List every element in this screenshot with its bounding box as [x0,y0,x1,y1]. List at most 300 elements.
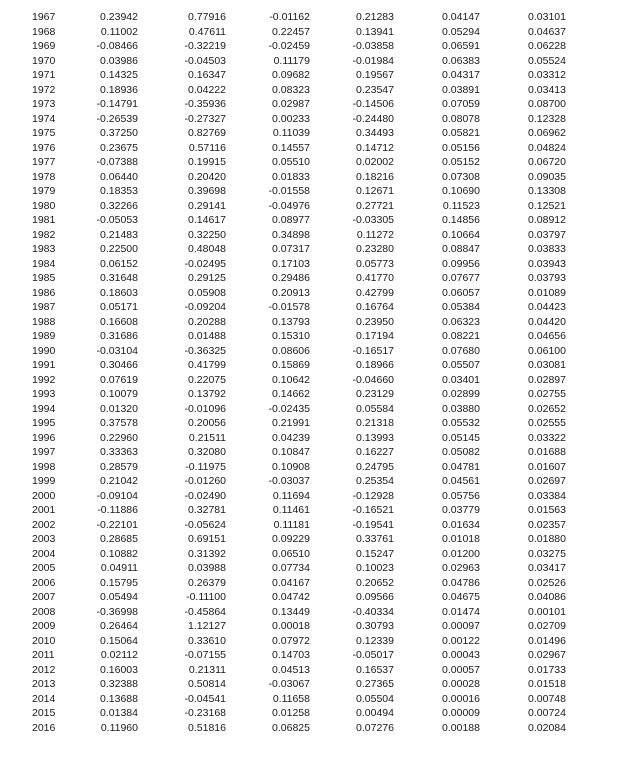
year-cell: 1982 [32,228,56,241]
value-cell-1: 0.04911 [100,562,138,574]
value-cell-4: -0.05017 [352,649,394,661]
value-cell-6: 0.03081 [528,359,566,371]
returns-table [0,10,619,735]
table-row [0,648,619,663]
table-row [0,692,619,707]
value-cell-1: -0.14791 [96,98,138,110]
value-cell-6: 0.02526 [528,576,566,589]
value-cell-4: 0.09566 [356,591,394,603]
value-cell-5: 0.01474 [442,605,480,618]
year-cell: 1992 [32,373,56,386]
year-cell: 1981 [32,214,56,226]
value-cell-4: 0.05773 [356,257,394,270]
value-cell-5: 0.05507 [442,359,480,371]
value-cell-4: 0.42799 [356,286,394,299]
table-row [0,112,619,127]
value-cell-5: 0.05821 [442,127,480,139]
table-row [0,315,619,330]
year-cell: 2010 [32,634,56,647]
value-cell-2: -0.02490 [184,489,226,502]
value-cell-2: 0.41799 [188,359,226,371]
value-cell-2: 0.33610 [188,634,226,647]
value-cell-1: 0.16608 [100,315,138,328]
year-cell: 2009 [32,620,56,632]
table-row [0,721,619,736]
value-cell-1: 0.06152 [100,257,138,270]
value-cell-4: 0.19567 [356,69,394,81]
value-cell-3: 0.10908 [272,460,310,473]
value-cell-1: 0.28685 [100,533,138,545]
value-cell-2: 0.21311 [188,663,226,676]
value-cell-4: 0.12339 [356,634,394,647]
value-cell-2: 0.14617 [188,214,226,226]
value-cell-2: 0.13792 [188,388,226,400]
year-cell: 1978 [32,170,56,183]
year-cell: 1970 [32,54,56,67]
value-cell-4: -0.16517 [352,344,394,357]
value-cell-6: 0.00724 [528,707,566,719]
value-cell-5: 0.01200 [442,547,480,560]
year-cell: 1994 [32,402,56,415]
value-cell-4: -0.24480 [352,112,394,125]
value-cell-3: 0.05510 [272,156,310,168]
value-cell-1: 0.18603 [100,286,138,299]
value-cell-6: 0.02084 [528,721,566,734]
year-cell: 1983 [32,243,56,255]
value-cell-2: -0.32219 [184,40,226,52]
table-row [0,25,619,40]
year-cell: 1979 [32,185,56,197]
value-cell-1: 0.01384 [100,707,138,719]
value-cell-5: 0.05145 [442,431,480,444]
value-cell-4: 0.23129 [356,388,394,400]
value-cell-4: 0.18216 [356,170,394,183]
table-row [0,286,619,301]
value-cell-6: 0.04656 [528,330,566,342]
value-cell-6: 0.02652 [528,402,566,415]
value-cell-4: 0.27365 [356,678,394,690]
value-cell-2: -0.11100 [186,591,226,603]
value-cell-1: 0.31648 [100,272,138,284]
value-cell-6: 0.02357 [528,518,566,531]
value-cell-5: 0.01018 [442,533,480,545]
year-cell: 2008 [32,605,56,618]
value-cell-5: 0.10690 [442,185,480,197]
value-cell-3: 0.29486 [272,272,310,284]
value-cell-4: -0.03858 [352,40,394,52]
value-cell-5: 0.03891 [442,83,480,96]
value-cell-5: 0.14856 [442,214,480,226]
value-cell-6: 0.03833 [528,243,566,255]
value-cell-4: -0.14506 [352,98,394,110]
value-cell-2: -0.27327 [184,112,226,125]
year-cell: 1987 [32,301,56,313]
value-cell-1: -0.07388 [96,156,138,168]
value-cell-3: 0.08977 [272,214,310,226]
value-cell-5: 0.00043 [442,649,480,661]
value-cell-3: 0.04167 [272,576,310,589]
year-cell: 2011 [32,649,55,661]
value-cell-3: 0.34898 [272,228,310,241]
value-cell-1: 0.32388 [100,678,138,690]
value-cell-5: 0.00097 [442,620,480,632]
value-cell-2: 0.39698 [188,185,226,197]
value-cell-3: 0.08606 [272,344,310,357]
value-cell-3: 0.11461 [272,504,310,516]
value-cell-5: 0.02899 [442,388,480,400]
table-row [0,39,619,54]
value-cell-2: -0.09204 [184,301,226,313]
value-cell-4: 0.24795 [356,460,394,473]
value-cell-4: 0.16764 [356,301,394,313]
value-cell-3: -0.03067 [268,678,310,690]
value-cell-2: 0.26379 [188,576,226,589]
table-row [0,561,619,576]
value-cell-3: 0.04742 [272,591,310,603]
value-cell-3: -0.04976 [268,199,310,212]
value-cell-4: -0.40334 [352,605,394,618]
value-cell-4: 0.10023 [356,562,394,574]
year-cell: 1975 [32,127,56,139]
table-row [0,518,619,533]
value-cell-5: 0.05532 [442,417,480,429]
value-cell-3: 0.07317 [272,243,310,255]
value-cell-5: 0.01634 [442,518,480,531]
year-cell: 1969 [32,40,56,52]
table-row [0,54,619,69]
value-cell-3: 0.04513 [272,663,310,676]
value-cell-2: -0.45864 [184,605,226,618]
table-row [0,503,619,518]
value-cell-3: -0.01558 [268,185,310,197]
table-row [0,576,619,591]
value-cell-5: 0.04781 [442,460,480,473]
value-cell-1: 0.18936 [100,83,138,96]
value-cell-4: 0.41770 [356,272,394,284]
table-row [0,532,619,547]
value-cell-3: 0.10847 [272,446,310,458]
value-cell-4: 0.14712 [356,141,394,154]
table-row [0,141,619,156]
value-cell-6: 0.04420 [528,315,566,328]
value-cell-4: -0.16521 [352,504,394,516]
value-cell-4: 0.25354 [356,475,394,487]
table-row [0,431,619,446]
value-cell-2: -0.07155 [184,649,226,661]
year-cell: 1980 [32,199,56,212]
value-cell-3: 0.00233 [272,112,310,125]
value-cell-3: 0.06510 [272,547,310,560]
table-row [0,547,619,562]
table-row [0,605,619,620]
value-cell-2: 0.31392 [188,547,226,560]
value-cell-4: 0.02002 [356,156,394,168]
value-cell-3: 0.15310 [272,330,310,342]
value-cell-2: -0.01260 [184,475,226,487]
table-row [0,10,619,25]
year-cell: 2015 [32,707,56,719]
value-cell-1: 0.37578 [100,417,138,429]
table-row [0,416,619,431]
value-cell-2: 0.47611 [188,25,226,38]
year-cell: 1973 [32,98,56,110]
value-cell-4: 0.15247 [356,547,394,560]
value-cell-5: 0.10664 [442,228,480,241]
value-cell-4: 0.21318 [356,417,394,429]
value-cell-5: 0.03401 [442,373,480,386]
table-row [0,184,619,199]
value-cell-4: 0.18966 [356,359,394,371]
table-row [0,242,619,257]
value-cell-4: 0.23547 [356,83,394,96]
value-cell-1: 0.22960 [100,431,138,444]
value-cell-5: 0.09956 [442,257,480,270]
value-cell-5: 0.00122 [442,634,480,647]
value-cell-2: 0.20288 [188,315,226,328]
value-cell-1: 0.13688 [100,692,138,705]
year-cell: 1991 [32,359,56,371]
value-cell-3: 0.09682 [272,69,310,81]
value-cell-6: 0.12328 [528,112,566,125]
value-cell-5: 0.04147 [442,11,480,23]
value-cell-2: 0.21511 [188,431,226,444]
year-cell: 1984 [32,257,56,270]
year-cell: 2001 [32,504,56,516]
value-cell-2: -0.01096 [184,402,226,415]
value-cell-2: 0.32781 [188,504,226,516]
value-cell-1: 0.37250 [100,127,138,139]
value-cell-2: -0.23168 [184,707,226,719]
value-cell-5: 0.05152 [442,156,480,168]
value-cell-1: 0.33363 [100,446,138,458]
value-cell-2: 0.20056 [188,417,226,429]
value-cell-1: 0.26464 [100,620,138,632]
value-cell-6: 0.01563 [528,504,566,516]
value-cell-3: 0.00018 [272,620,310,632]
year-cell: 2003 [32,533,56,545]
value-cell-6: 0.01089 [528,286,566,299]
value-cell-1: 0.18353 [100,185,138,197]
value-cell-6: 0.04637 [528,25,566,38]
value-cell-4: 0.13941 [356,25,394,38]
value-cell-1: 0.06440 [100,170,138,183]
value-cell-5: 0.05384 [442,301,480,313]
value-cell-5: 0.03880 [442,402,480,415]
table-row [0,257,619,272]
value-cell-4: 0.13993 [356,431,394,444]
value-cell-6: 0.04086 [528,591,566,603]
value-cell-6: 0.04824 [528,141,566,154]
year-cell: 1995 [32,417,56,429]
value-cell-3: 0.11694 [272,489,310,502]
value-cell-2: 0.29125 [188,272,226,284]
value-cell-4: 0.05584 [356,402,394,415]
table-row [0,402,619,417]
value-cell-2: 0.51816 [188,721,226,734]
table-row [0,344,619,359]
value-cell-3: 0.11181 [273,518,310,531]
table-row [0,460,619,475]
table-row [0,271,619,286]
value-cell-5: 0.05156 [442,141,480,154]
value-cell-6: 0.01688 [528,446,566,458]
value-cell-1: 0.10882 [100,547,138,560]
value-cell-3: 0.08323 [272,83,310,96]
value-cell-6: 0.03417 [528,562,566,574]
value-cell-2: 0.29141 [188,199,226,212]
value-cell-5: 0.06591 [442,40,480,52]
value-cell-6: 0.08700 [528,98,566,110]
value-cell-4: 0.00494 [356,707,394,719]
value-cell-1: 0.30466 [100,359,138,371]
value-cell-6: 0.00101 [528,605,566,618]
value-cell-5: 0.04675 [442,591,480,603]
value-cell-2: 0.48048 [188,243,226,255]
value-cell-1: 0.23942 [100,11,138,23]
value-cell-2: -0.02495 [184,257,226,270]
value-cell-6: 0.06962 [528,127,566,139]
value-cell-5: 0.00188 [442,721,480,734]
value-cell-2: 0.22075 [188,373,226,386]
value-cell-2: -0.35936 [184,98,226,110]
value-cell-3: 0.14557 [272,141,310,154]
value-cell-6: 0.02709 [528,620,566,632]
value-cell-4: -0.03305 [352,214,394,226]
table-row [0,634,619,649]
value-cell-1: -0.05053 [96,214,138,226]
value-cell-1: -0.09104 [96,489,138,502]
value-cell-1: 0.11002 [100,25,138,38]
value-cell-1: -0.11886 [97,504,138,516]
year-cell: 1996 [32,431,56,444]
value-cell-3: -0.01578 [268,301,310,313]
year-cell: 1999 [32,475,56,487]
value-cell-3: 0.07972 [272,634,310,647]
value-cell-3: 0.11658 [272,692,310,705]
value-cell-5: 0.05294 [442,25,480,38]
value-cell-6: 0.02697 [528,475,566,487]
table-row [0,97,619,112]
value-cell-2: 0.19915 [188,156,226,168]
table-row [0,590,619,605]
year-cell: 2000 [32,489,56,502]
value-cell-4: 0.11272 [356,228,394,241]
value-cell-1: 0.05494 [100,591,138,603]
value-cell-6: 0.03384 [528,489,566,502]
value-cell-1: 0.02112 [100,649,138,661]
value-cell-4: 0.34493 [356,127,394,139]
year-cell: 1998 [32,460,56,473]
value-cell-1: 0.01320 [100,402,138,415]
year-cell: 1997 [32,446,56,458]
value-cell-3: 0.15869 [272,359,310,371]
value-cell-4: 0.12671 [356,185,394,197]
year-cell: 1990 [32,344,56,357]
value-cell-1: -0.36998 [96,605,138,618]
value-cell-3: -0.03037 [268,475,310,487]
value-cell-5: 0.00028 [442,678,480,690]
year-cell: 2013 [32,678,56,690]
value-cell-5: 0.04561 [442,475,480,487]
year-cell: 1967 [32,11,56,23]
value-cell-3: 0.22457 [272,25,310,38]
value-cell-5: 0.00009 [442,707,480,719]
value-cell-5: 0.00057 [442,663,480,676]
value-cell-5: 0.11523 [442,199,480,212]
value-cell-5: 0.07680 [442,344,480,357]
value-cell-2: 0.32250 [188,228,226,241]
value-cell-3: -0.02459 [268,40,310,52]
value-cell-1: 0.22500 [100,243,138,255]
value-cell-3: 0.10642 [272,373,310,386]
year-cell: 2006 [32,576,56,589]
value-cell-1: 0.21483 [100,228,138,241]
value-cell-1: 0.14325 [100,69,138,81]
value-cell-1: 0.05171 [100,301,138,313]
value-cell-2: 0.82769 [188,127,226,139]
value-cell-6: 0.09035 [528,170,566,183]
value-cell-6: 0.08912 [528,214,566,226]
year-cell: 1977 [32,156,56,168]
table-row [0,387,619,402]
value-cell-2: 0.01488 [188,330,226,342]
value-cell-3: 0.21991 [272,417,310,429]
value-cell-3: 0.11179 [273,54,310,67]
value-cell-6: 0.05524 [528,54,566,67]
value-cell-5: 0.04317 [442,69,480,81]
year-cell: 1985 [32,272,56,284]
table-row [0,663,619,678]
value-cell-3: 0.01258 [272,707,310,719]
table-row [0,619,619,634]
value-cell-4: 0.23280 [356,243,394,255]
value-cell-1: 0.10079 [100,388,138,400]
value-cell-4: -0.04660 [352,373,394,386]
year-cell: 1971 [32,69,56,81]
value-cell-2: -0.04503 [184,54,226,67]
value-cell-6: 0.01607 [528,460,566,473]
value-cell-1: 0.16003 [100,663,138,676]
year-cell: 2005 [32,562,56,574]
value-cell-1: 0.21042 [100,475,138,487]
value-cell-3: 0.06825 [272,721,310,734]
value-cell-3: 0.07734 [272,562,310,574]
value-cell-4: 0.23950 [356,315,394,328]
value-cell-6: 0.06720 [528,156,566,168]
value-cell-6: 0.01733 [528,663,566,676]
value-cell-3: 0.04239 [272,431,310,444]
value-cell-2: 0.16347 [188,69,226,81]
value-cell-1: -0.08466 [96,40,138,52]
value-cell-6: 0.12521 [528,199,566,212]
year-cell: 2002 [32,518,56,531]
value-cell-5: 0.07308 [442,170,480,183]
table-row [0,300,619,315]
year-cell: 1988 [32,315,56,328]
value-cell-1: -0.22101 [96,518,138,531]
year-cell: 2004 [32,547,56,560]
value-cell-6: 0.03322 [528,431,566,444]
value-cell-6: 0.02967 [528,649,566,661]
value-cell-5: 0.08078 [442,112,480,125]
value-cell-3: 0.11039 [272,127,310,139]
value-cell-4: 0.20652 [356,576,394,589]
value-cell-1: 0.32266 [100,199,138,212]
value-cell-5: 0.08221 [442,330,480,342]
value-cell-1: 0.15795 [100,576,138,589]
value-cell-2: 0.69151 [188,533,226,545]
value-cell-5: 0.04786 [442,576,480,589]
